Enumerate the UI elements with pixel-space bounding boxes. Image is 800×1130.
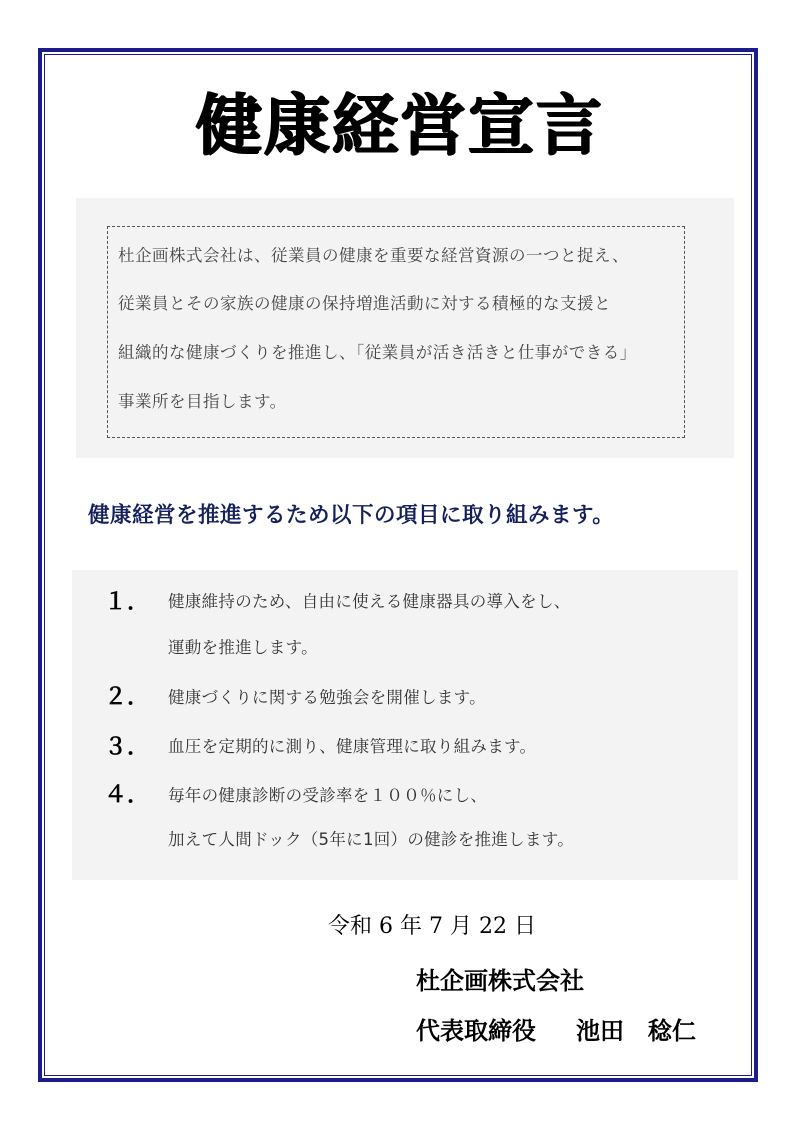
intro-line: 事業所を目指します。 <box>118 392 287 411</box>
company-name: 杜企画株式会社 <box>416 966 584 995</box>
item-text: 健康づくりに関する勉強会を開催します。 <box>168 688 486 707</box>
intro-line: 組織的な健康づくりを推進し、「従業員が活き活きと仕事ができる」 <box>118 343 637 362</box>
intro-line: 杜企画株式会社は、従業員の健康を重要な経営資源の一つと捉え、 <box>118 246 629 265</box>
item-text: 毎年の健康診断の受診率を１００％にし、 <box>168 786 488 805</box>
item-number: ４． <box>104 782 150 808</box>
document-title: 健康経営宣言 <box>196 87 604 164</box>
item-number: １． <box>104 589 150 615</box>
representative-name: 池田 稔仁 <box>576 1016 696 1045</box>
section-heading: 健康経営を推進するため以下の項目に取り組みます。 <box>88 503 615 528</box>
item-text: 血圧を定期的に測り、健康管理に取り組みます。 <box>168 737 537 756</box>
item-text: 加えて人間ドック（5年に1回）の健診を推進します。 <box>168 830 575 849</box>
item-text: 運動を推進します。 <box>168 638 318 657</box>
item-text: 健康維持のため、自由に使える健康器具の導入をし、 <box>168 592 571 611</box>
representative-title: 代表取締役 <box>416 1016 536 1045</box>
intro-line: 従業員とその家族の健康の保持増進活動に対する積極的な支援と <box>118 294 611 313</box>
declaration-date: 令和 6 年 7 月 22 日 <box>328 914 536 939</box>
item-number: ３． <box>104 734 150 760</box>
item-number: ２． <box>104 684 150 710</box>
